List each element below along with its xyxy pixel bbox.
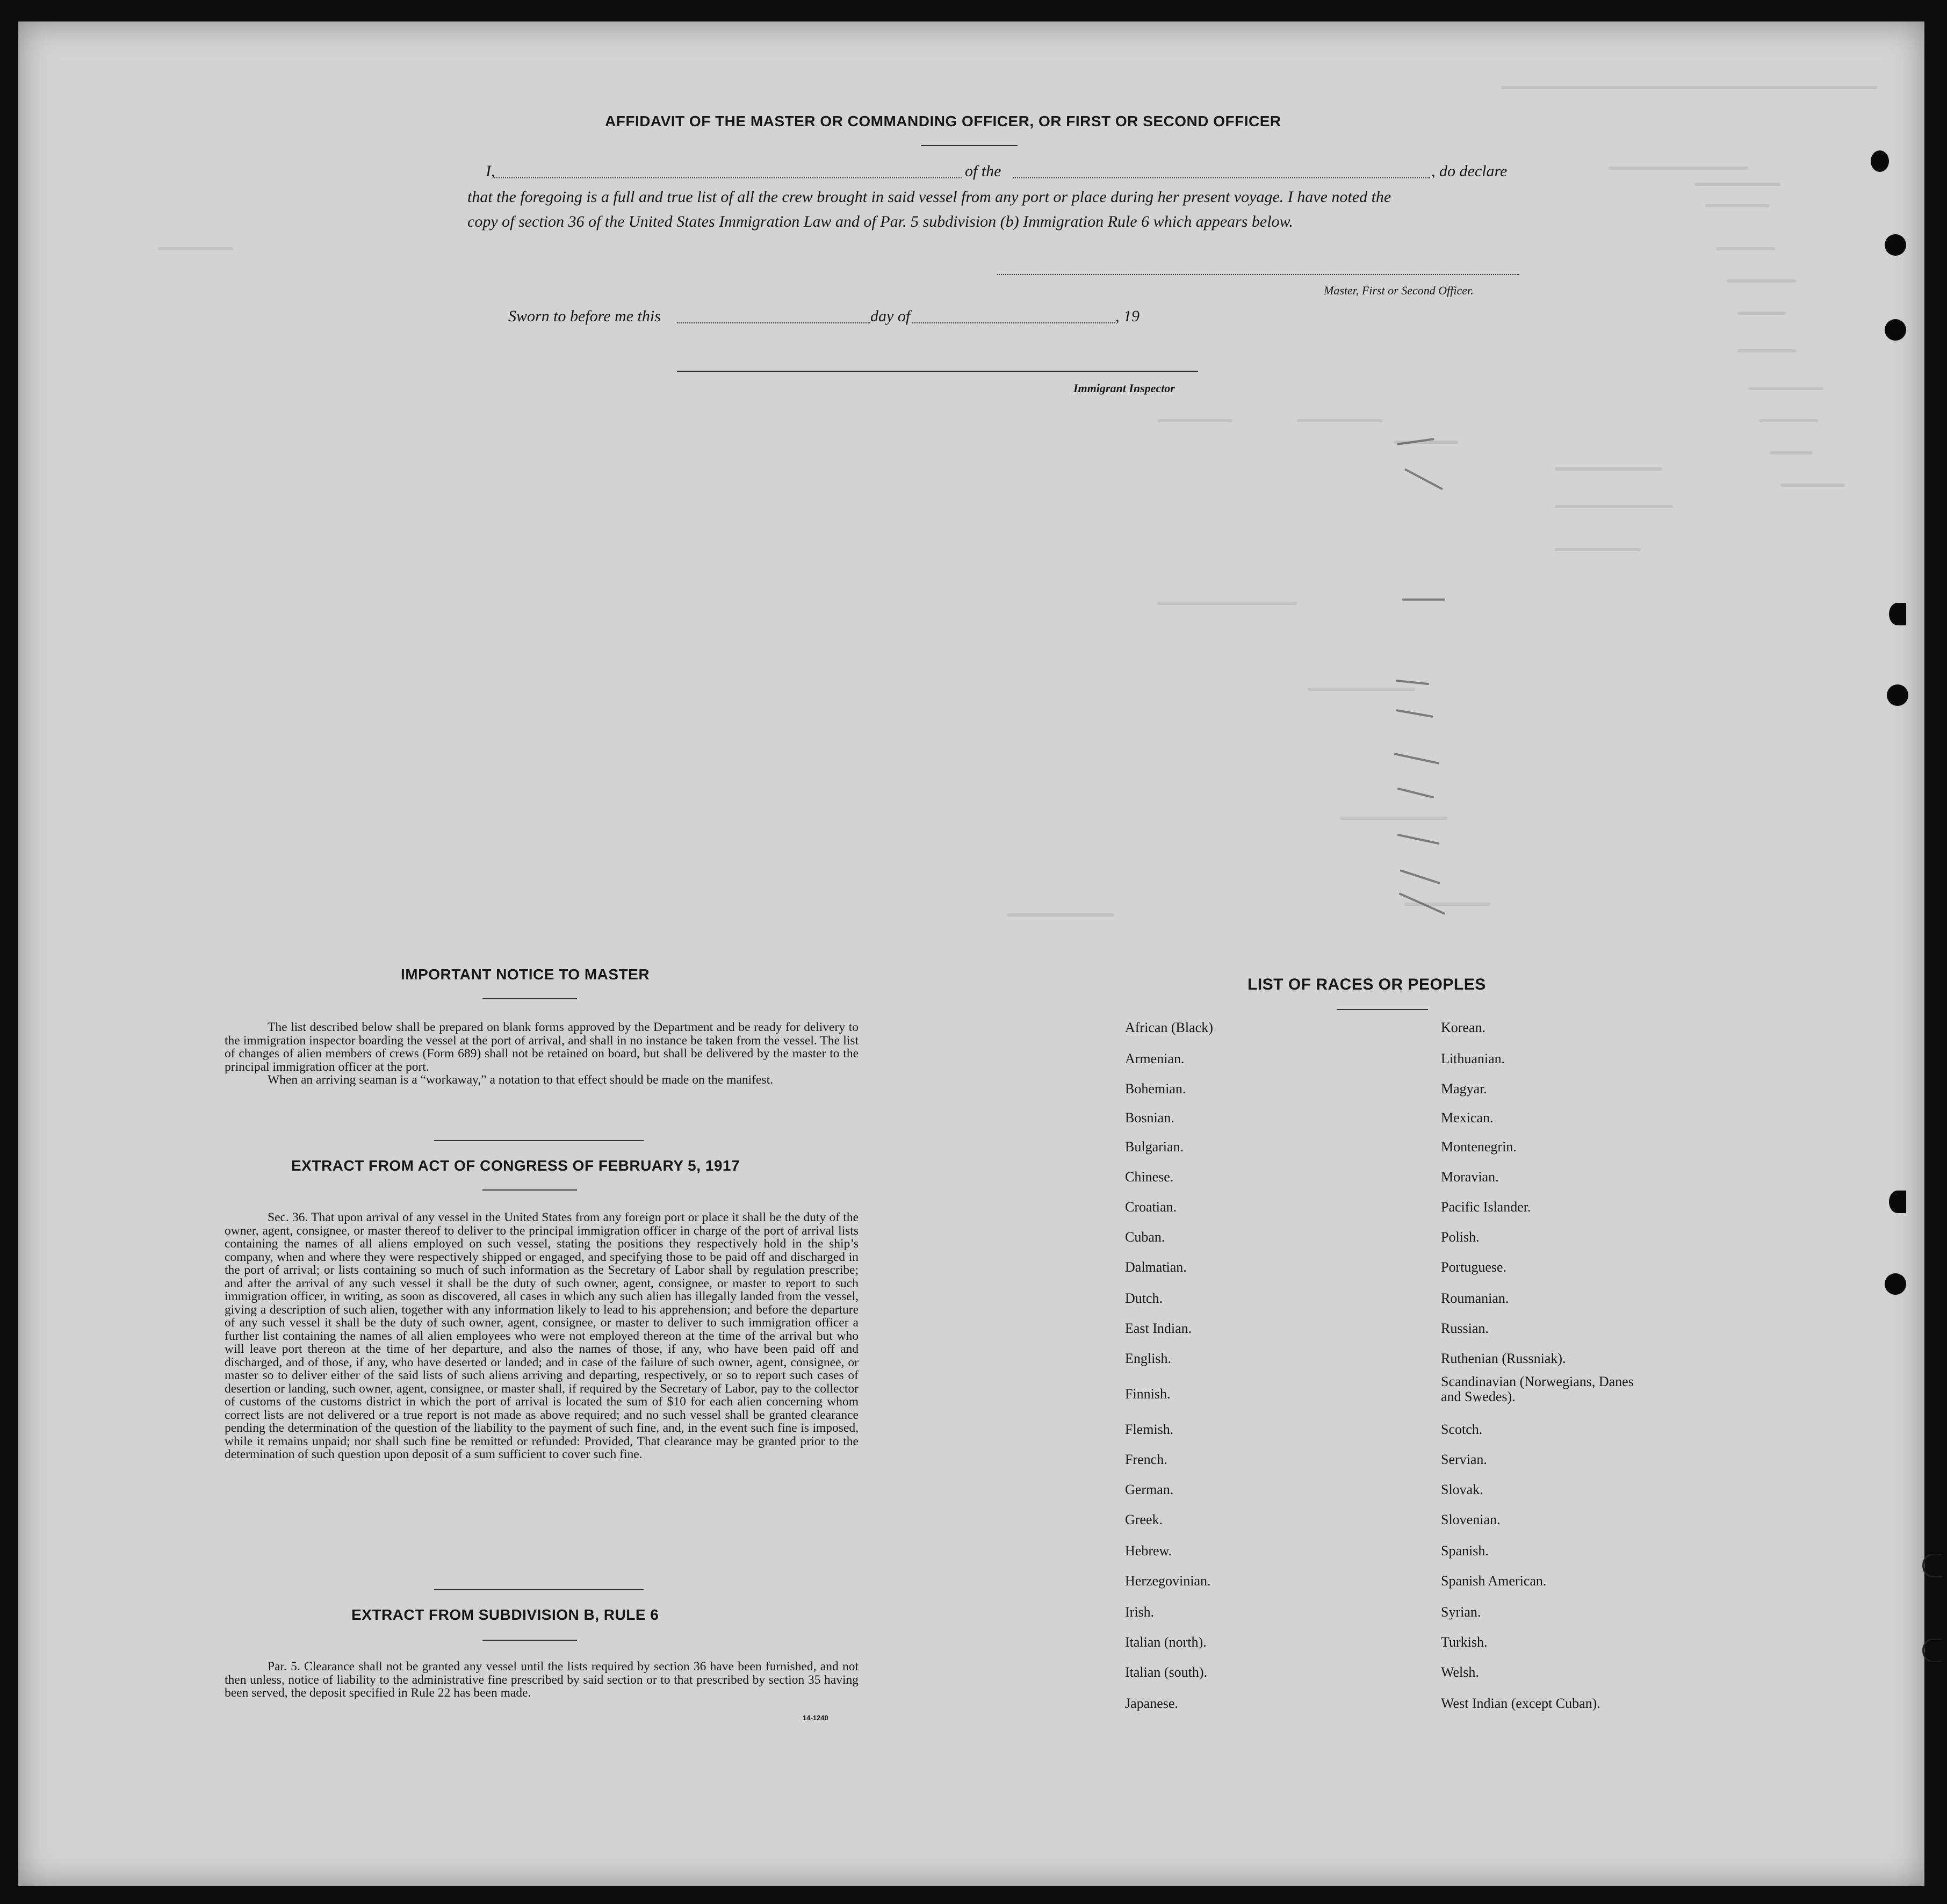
title-rule (921, 145, 1018, 146)
document-sheet (18, 21, 1924, 1886)
binder-hole-2 (1885, 234, 1906, 256)
race-left-6: Chinese. (1125, 1169, 1174, 1185)
affidavit-line1-declare: , do declare (1431, 162, 1508, 180)
race-left-7: Croatian. (1125, 1199, 1177, 1215)
race-right-16: Slovak. (1441, 1482, 1483, 1497)
race-left-12: English. (1125, 1351, 1171, 1366)
race-left-21: Italian (north). (1125, 1634, 1207, 1650)
binder-hole-4 (1889, 603, 1906, 625)
race-left-20: Irish. (1125, 1604, 1155, 1620)
sworn-month-field[interactable] (912, 322, 1115, 323)
race-left-23: Japanese. (1125, 1696, 1178, 1711)
races-title: LIST OF RACES OR PEOPLES (1247, 976, 1486, 993)
race-right-23: West Indian (except Cuban). (1441, 1696, 1600, 1711)
binder-hole-6 (1889, 1191, 1906, 1213)
race-right-14: Scotch. (1441, 1422, 1483, 1437)
notice-title: IMPORTANT NOTICE TO MASTER (401, 966, 650, 983)
race-left-4: Bosnian. (1125, 1110, 1174, 1126)
notice-para-1: The list described below shall be prepared on blank forms approved by the Department and be ready for delivery to the immigration inspector boarding the vessel at the port of arrival, and shall in no instance be taken from the vessel. The list of changes of alien members of crews (Form 689) shall not be retained on board, but shall be delivered by the master to the principal immigration officer at the port. (225, 1020, 859, 1074)
affidavit-title: AFFIDAVIT OF THE MASTER OR COMMANDING OFFICER, OR FIRST OR SECOND OFFICER (605, 113, 1281, 129)
rule-title: EXTRACT FROM SUBDIVISION B, RULE 6 (351, 1606, 659, 1623)
sworn-text: Sworn to before me this (508, 307, 661, 325)
act-title: EXTRACT FROM ACT OF CONGRESS OF FEBRUARY 5, 1917 (291, 1157, 740, 1174)
section-rule-1 (434, 1140, 644, 1141)
section-rule-2 (434, 1589, 644, 1590)
race-right-20: Syrian. (1441, 1604, 1481, 1620)
race-right-2: Lithuanian. (1441, 1051, 1505, 1066)
inspector-label: Immigrant Inspector (1073, 381, 1175, 395)
race-right-5: Montenegrin. (1441, 1139, 1517, 1155)
race-left-3: Bohemian. (1125, 1081, 1186, 1097)
race-left-17: Greek. (1125, 1512, 1163, 1527)
race-left-11: East Indian. (1125, 1321, 1192, 1336)
race-right-8: Polish. (1441, 1229, 1480, 1245)
race-right-6: Moravian. (1441, 1169, 1499, 1185)
race-right-11: Russian. (1441, 1321, 1489, 1336)
binder-hole-3 (1885, 319, 1906, 341)
rule-body: Par. 5. Clearance shall not be granted any vessel until the lists required by section 36 have been furnished, and not then unless, notice of liability to the administrative fine prescribed by said section or to that prescribed by section 35 having been served, the deposit specified in Rule 22 has been made. (225, 1660, 859, 1700)
act-body: Sec. 36. That upon arrival of any vessel in the United States from any foreign port or place it shall be the duty of the owner, agent, consignee, or master thereof to deliver to the principal immigration officer in charge of the port of arrival lists containing the names of all aliens employed on such vessel, stating the positions they respectively hold in the ship’s company, when and where they were respectively shipped or engaged, and specifying those to be paid off and discharged in the port of arrival; or lists containing so much of such information as the Secretary of Labor shall by regulation prescribe; and after the arrival of any such vessel it shall be the duty of such owner, agent, consignee, or master to report to such immigration officer, in writing, as soon as discovered, all cases in which any such alien has illegally landed from the vessel, giving a description of such alien, together with any information likely to lead to his apprehension; and before the departure of any such vessel it shall be the duty of such owner, agent, consignee, or master to deliver to such immigration officer a further list containing the names of all alien employees who were not employed thereon at the time of the arrival but who will leave port thereon at the time of her departure, and also the names of those, if any, who have been paid off and discharged, and of those, if any, who have deserted or landed; and in case of the failure of such owner, agent, consignee, or master so to deliver either of the said lists of such aliens arriving and departing, respectively, or so to report such cases of desertion or landing, such owner, agent, consignee, or master shall, if required by the Secretary of Labor, pay to the collector of customs of the customs district in which the port of arrival is located the sum of $10 for each alien concerning whom correct lists are not delivered or a true report is not made as above required; and no such vessel shall be granted clearance pending the determination of the question of the liability to the payment of such fine, and, in the event such fine is imposed, while it remains unpaid; nor shall such fine be remitted or refunded: Provided, That clearance may be granted prior to the determination of such question upon deposit of a sum sufficient to cover such fine. (225, 1210, 859, 1461)
race-left-16: German. (1125, 1482, 1174, 1497)
master-signature-label: Master, First or Second Officer. (1324, 284, 1474, 297)
notice-rule (482, 998, 577, 999)
race-right-12: Ruthenian (Russniak). (1441, 1351, 1566, 1366)
sworn-year: , 19 (1115, 307, 1140, 325)
race-right-4: Mexican. (1441, 1110, 1494, 1126)
race-right-13: Scandinavian (Norwegians, Danes and Swedes). (1441, 1374, 1634, 1404)
binder-hole-9 (1922, 1639, 1942, 1662)
notice-body (225, 1021, 859, 1087)
binder-hole-1 (1871, 150, 1889, 172)
race-left-22: Italian (south). (1125, 1664, 1208, 1680)
form-number: 14-1240 (803, 1714, 828, 1722)
race-left-1: African (Black) (1125, 1020, 1213, 1035)
notice-para-2: When an arriving seaman is a “workaway,” a notation to that effect should be made on the manifest. (268, 1073, 773, 1087)
rule-rule (482, 1640, 577, 1641)
race-right-15: Servian. (1441, 1452, 1487, 1467)
race-right-9: Portuguese. (1441, 1259, 1507, 1275)
affidavit-line1-of-the: of the (965, 162, 1001, 180)
affidavit-line3: copy of section 36 of the United States Immigration Law and of Par. 5 subdivision (b) Immigration Rule 6 which appears below. (467, 213, 1293, 230)
binder-hole-8 (1922, 1554, 1942, 1577)
vessel-field[interactable] (1013, 177, 1430, 178)
master-signature-field[interactable] (997, 274, 1519, 275)
race-right-19: Spanish American. (1441, 1573, 1547, 1589)
race-left-15: French. (1125, 1452, 1167, 1467)
race-right-10: Roumanian. (1441, 1290, 1509, 1306)
race-left-9: Dalmatian. (1125, 1259, 1187, 1275)
affidavit-line1-start: I, (486, 162, 495, 180)
race-right-7: Pacific Islander. (1441, 1199, 1531, 1215)
race-left-5: Bulgarian. (1125, 1139, 1184, 1155)
race-right-1: Korean. (1441, 1020, 1486, 1035)
inspector-signature-field[interactable] (677, 371, 1198, 372)
race-left-2: Armenian. (1125, 1051, 1185, 1066)
binder-hole-5 (1887, 684, 1908, 706)
race-right-17: Slovenian. (1441, 1512, 1501, 1527)
race-left-18: Hebrew. (1125, 1543, 1172, 1559)
race-left-13: Finnish. (1125, 1386, 1171, 1402)
race-left-14: Flemish. (1125, 1422, 1174, 1437)
affidavit-line2: that the foregoing is a full and true list of all the crew brought in said vessel from any port or place during her present voyage. I have noted the (467, 188, 1391, 206)
race-right-18: Spanish. (1441, 1543, 1489, 1559)
race-left-10: Dutch. (1125, 1290, 1163, 1306)
races-rule (1337, 1009, 1428, 1010)
race-right-3: Magyar. (1441, 1081, 1487, 1097)
sworn-day-field[interactable] (677, 322, 870, 323)
binder-hole-7 (1885, 1273, 1906, 1295)
race-left-19: Herzegovinian. (1125, 1573, 1211, 1589)
race-right-22: Welsh. (1441, 1664, 1479, 1680)
race-right-21: Turkish. (1441, 1634, 1488, 1650)
sworn-day-of: day of (870, 307, 911, 325)
name-field[interactable] (494, 177, 962, 178)
act-rule (482, 1189, 577, 1191)
race-left-8: Cuban. (1125, 1229, 1165, 1245)
